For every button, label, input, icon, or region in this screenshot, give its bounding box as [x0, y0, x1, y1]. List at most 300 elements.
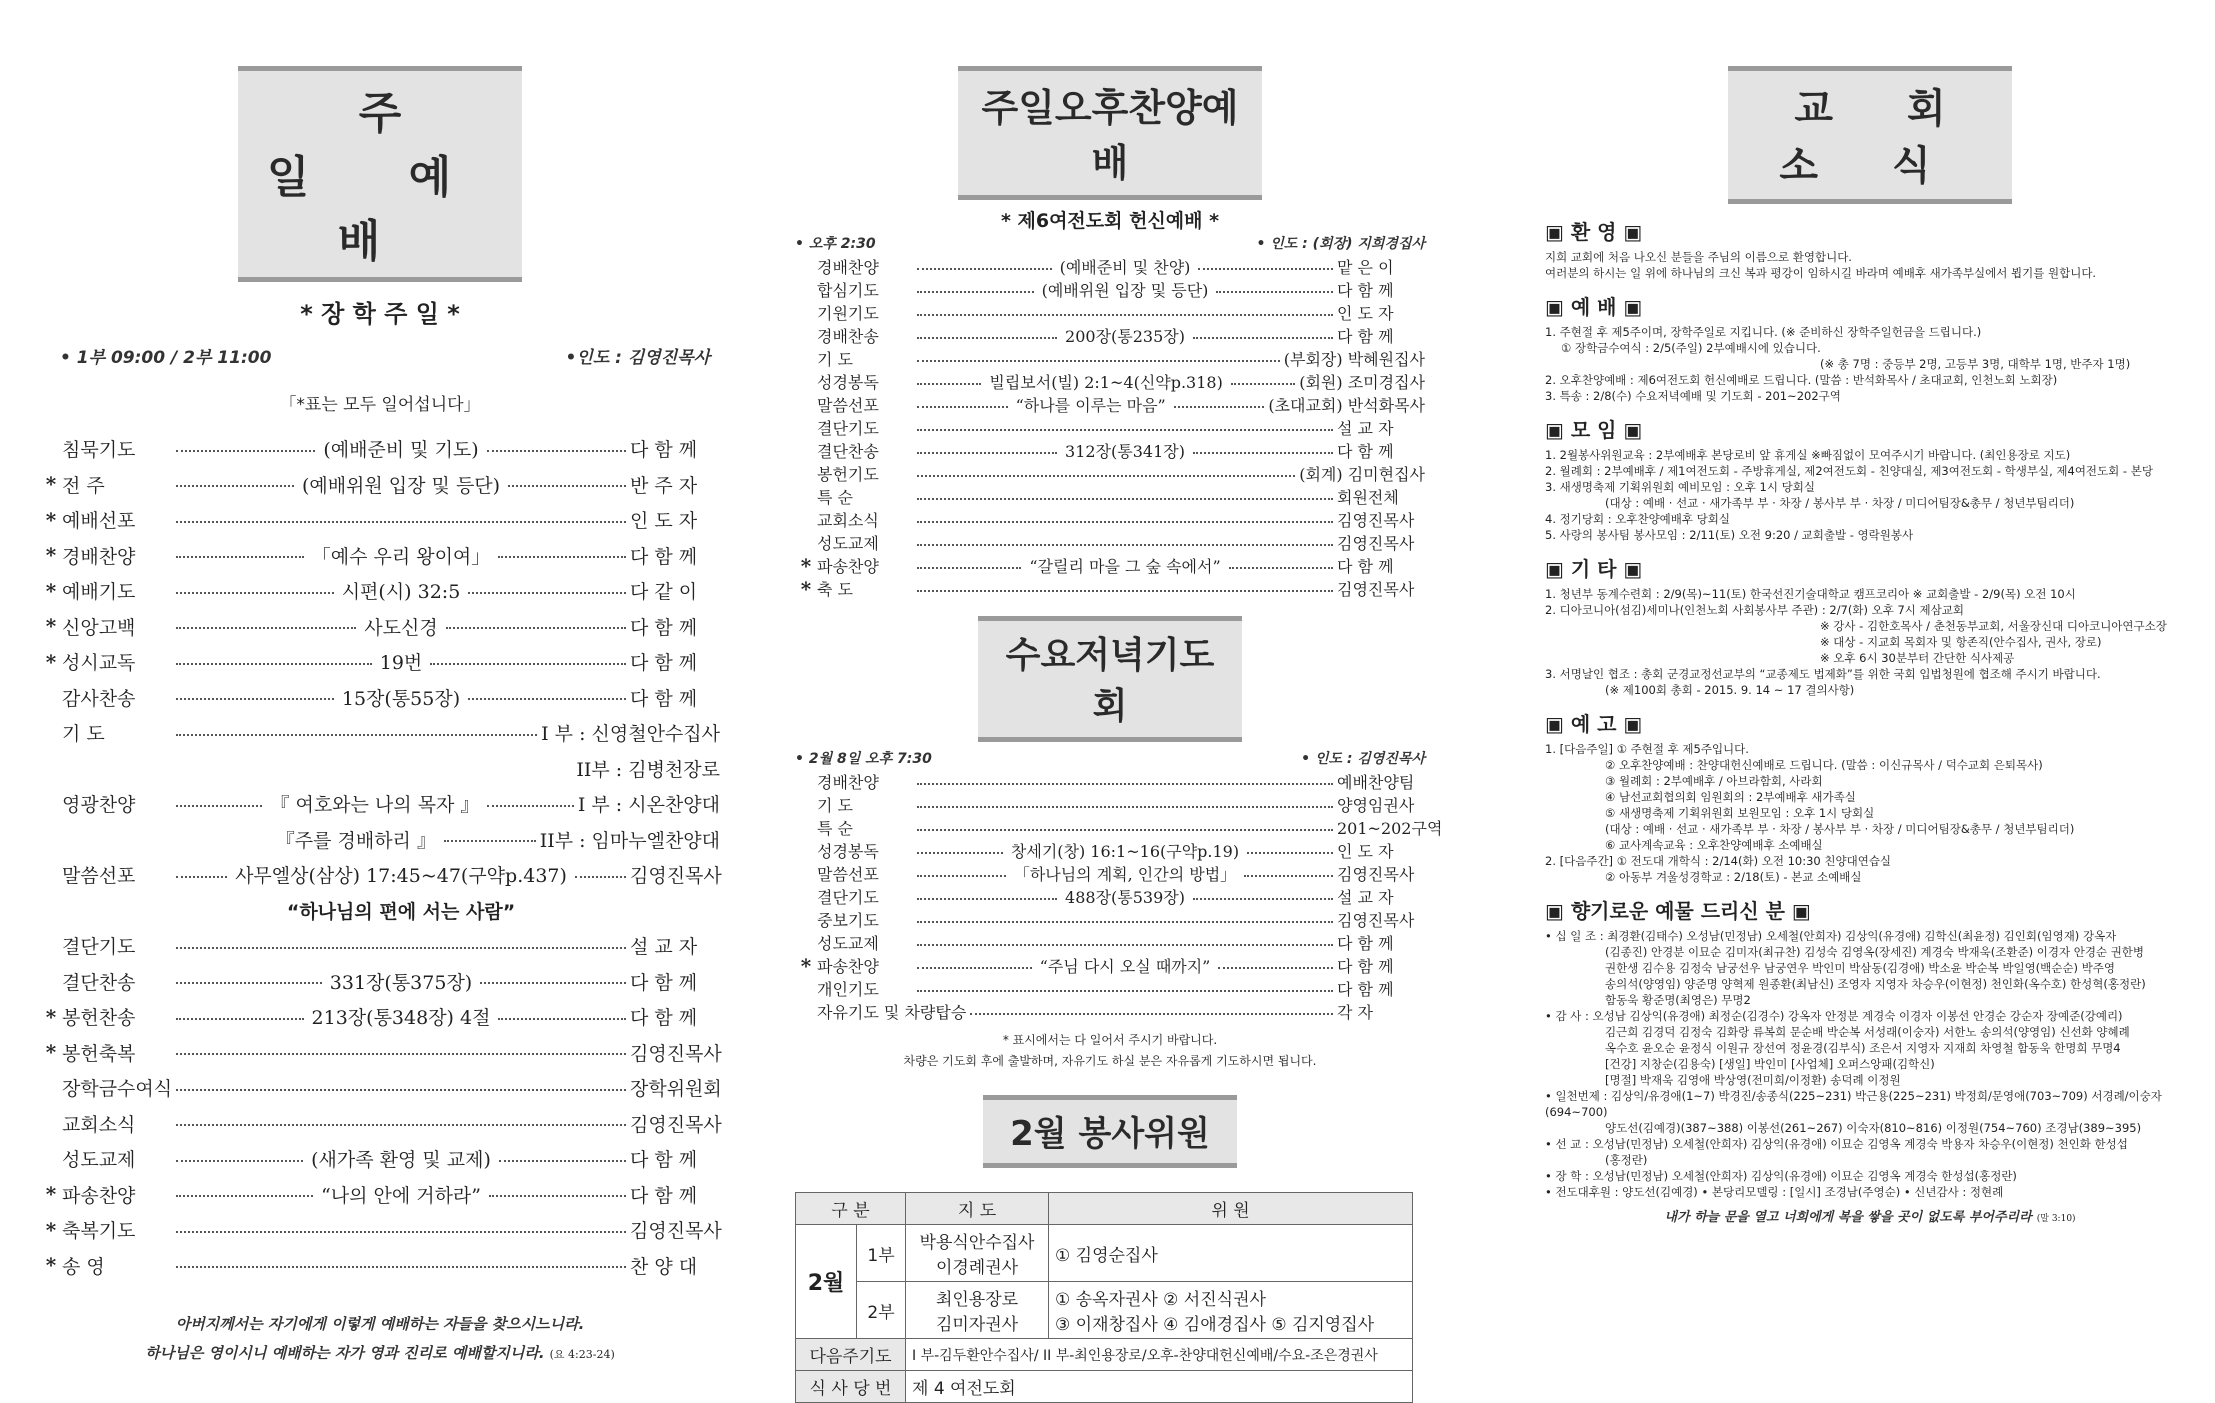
order-item-name: 개인기도 — [817, 980, 879, 999]
order-item-person: 다 함 께 — [630, 439, 698, 462]
leader-dots — [176, 1089, 626, 1091]
news-line: 2. 오후찬양예배 : 제6여전도회 헌신예배로 드립니다. (말씀 : 반석화목사 / 초대교회, 인천노회 노회장) — [1545, 373, 2058, 387]
next-week-prayer-value: I 부-김두환안수집사/ II 부-최인용장로/오후-찬양대헌신예배/수요-조은경권사 — [906, 1339, 1413, 1371]
order-row — [40, 1106, 720, 1142]
order-row — [40, 751, 720, 787]
order-item-person: (초대교회) 반석화목사 — [1268, 396, 1425, 415]
leader-dots — [1218, 967, 1333, 969]
order-item-person: 장학위원회 — [630, 1078, 722, 1101]
order-item-person: 김영진목사 — [630, 1220, 722, 1243]
order-item-person: I 부 : 시온찬양대 — [577, 794, 720, 817]
news-section-heading: ▣ 향기로운 예물 드리신 분 ▣ — [1545, 899, 1811, 923]
table-header-division: 구 분 — [796, 1193, 906, 1225]
table-row — [796, 1282, 1413, 1339]
closing-verse-reference: (말 3:10) — [2036, 1214, 2076, 1224]
order-row — [795, 393, 1425, 416]
order-row — [795, 301, 1425, 324]
leader-dots — [1229, 567, 1333, 569]
order-item-name: 성경봉독 — [817, 842, 879, 861]
table-row — [796, 1339, 1413, 1371]
news-line: ⑥ 교사계속교육 : 오후찬양예배후 소예배실 — [1605, 838, 1823, 852]
leader-dots — [917, 944, 1333, 946]
order-item-name: 말씀선포 — [62, 865, 136, 888]
verse-block — [40, 1313, 720, 1363]
leader-dots — [917, 875, 1006, 877]
leader-dots — [970, 1013, 1333, 1015]
order-item-person: (부회장) 박혜원집사 — [1283, 350, 1425, 369]
news-line: 김근희 김경덕 김정숙 김화랑 류복희 문순배 박순복 서성래(이숭자) 서한노 송의석(양영임) 신선화 양혜례 — [1605, 1025, 2130, 1039]
standing-mark: * — [800, 553, 812, 578]
leader-dots — [917, 406, 1008, 408]
leader-dots — [444, 840, 536, 842]
news-line: [명절] 박재욱 김영애 박상영(전미희/이정환) 송덕례 이정원 — [1605, 1073, 1901, 1087]
news-line: • 전도대후원 : 양도선(김예경) • 본당리모델링 : [일시] 조경남(주영순) • 신년감사 : 정현례 — [1545, 1185, 2004, 1199]
leader-dots — [498, 1018, 626, 1020]
order-item-person: 김영진목사 — [630, 1113, 722, 1136]
news-line: 1. 청년부 동계수련회 : 2/9(목)~11(토) 한국선진기술대학교 캠프코리아 ※ 교회출발 - 2/9(목) 오전 10시 — [1545, 587, 2076, 601]
leader-dots — [176, 1160, 303, 1162]
news-line: 함동욱 황준명(최영은) 무명2 — [1605, 993, 1751, 1007]
order-row — [795, 416, 1425, 439]
leader-dots — [917, 806, 1333, 808]
order-row — [40, 467, 720, 503]
order-row — [40, 893, 720, 929]
order-item-name: 결단찬송 — [817, 442, 879, 461]
order-item-name: 축 도 — [817, 580, 853, 599]
leader-dots — [176, 1053, 626, 1055]
order-item-person: 인 도 자 — [630, 510, 698, 533]
leader-dots — [508, 485, 626, 487]
leader-dots — [176, 627, 356, 629]
order-item-detail: “나의 안에 거하라” — [321, 1184, 481, 1207]
order-item-detail: “하나님의 편에 서는 사람” — [286, 900, 516, 923]
order-item-name: 기 도 — [62, 723, 105, 746]
order-item-name: 성도교제 — [817, 934, 879, 953]
order-item-name: 특 순 — [817, 819, 853, 838]
sunday-worship-title: 주 일 예 배 — [238, 66, 522, 282]
leader-dots — [480, 982, 626, 984]
order-item-name: 봉헌찬송 — [62, 1007, 136, 1030]
news-line: (대상 : 예배 · 선교 · 새가족부 부 · 차장 / 봉사부 부 · 차장 / 미디어팀장&총무 / 청년부팀리더) — [1605, 822, 2075, 836]
news-line: 5. 사랑의 봉사팀 봉사모임 : 2/11(토) 오전 9:20 / 교회출발 - 영락원봉사 — [1545, 528, 1914, 542]
news-line: 옥수호 윤오순 윤정식 이원규 장선여 정윤경(김부식) 조은서 지영자 지재희 차영철 함동욱 한명희 무명4 — [1605, 1041, 2121, 1055]
news-line: (홍정란) — [1605, 1153, 1648, 1167]
order-row — [40, 715, 720, 751]
order-row — [795, 816, 1443, 839]
news-line: ① 장학금수여식 : 2/5(주일) 2부예배시에 있습니다. — [1561, 341, 1821, 355]
leader-dots — [917, 567, 1021, 569]
leader-dots — [917, 452, 1057, 454]
order-item-person: 김영진목사 — [630, 865, 722, 888]
order-row — [795, 462, 1425, 485]
news-line: ③ 월례회 : 2부예배후 / 아브라함회, 사라회 — [1605, 774, 1823, 788]
order-row — [795, 577, 1425, 600]
order-item-detail: 창세기(창) 16:1~16(구약p.19) — [1010, 842, 1240, 861]
order-item-person: 다 함 께 — [1337, 957, 1394, 976]
news-line: 4. 정기당회 : 오후찬양예배후 당회실 — [1545, 512, 1730, 526]
leader-dots — [176, 876, 227, 878]
leader-dots — [176, 982, 322, 984]
standing-mark: * — [45, 1040, 57, 1065]
leader-dots — [917, 829, 1333, 831]
leader-dots — [917, 521, 1333, 523]
order-item-person: II부 : 김병천장로 — [576, 758, 720, 781]
order-row — [795, 347, 1425, 370]
order-row — [795, 531, 1425, 554]
order-item-person: 다 함 께 — [630, 616, 698, 639]
service-times: • 1부 09:00 / 2부 11:00 — [60, 348, 272, 368]
leader-dots — [176, 698, 334, 700]
leader-dots — [1216, 291, 1333, 293]
leader-dots — [176, 592, 334, 594]
leader-dots — [917, 475, 1295, 477]
news-line: 1. [다음주일] ① 주현절 후 제5주입니다. — [1545, 742, 1749, 756]
order-item-name: 성도교제 — [817, 534, 879, 553]
order-item-person: 설 교 자 — [1337, 419, 1394, 438]
order-item-detail: (예배위원 입장 및 등단) — [1041, 281, 1209, 300]
order-item-detail: (새가족 환영 및 교제) — [311, 1149, 491, 1172]
news-line: ※ 오후 6시 30분부터 간단한 식사제공 — [1820, 651, 2015, 665]
order-row — [795, 977, 1425, 1000]
order-item-name: 신앙고백 — [62, 616, 136, 639]
afternoon-worship-title: 주일오후찬양예배 — [958, 66, 1262, 200]
order-row — [795, 370, 1425, 393]
order-row — [795, 862, 1425, 885]
order-item-name: 결단찬송 — [62, 971, 136, 994]
order-item-name: 교회소식 — [817, 511, 879, 530]
news-line: 3. 서명날인 협조 : 총회 군경교정선교부의 “교종제도 법제화”를 위한 국회 입법청원에 협조해 주시기 바랍니다. — [1545, 667, 2101, 681]
afternoon-column — [795, 0, 1443, 1399]
order-row — [795, 770, 1425, 793]
leader-dots — [917, 590, 1333, 592]
order-item-detail: 331장(통375장) — [329, 971, 473, 994]
february-servants-title: 2월 봉사위원 — [983, 1095, 1237, 1168]
news-line: ※ 대상 - 지교회 목회자 및 항존직(안수집사, 권사, 장로) — [1820, 635, 2102, 649]
table-header-members: 위 원 — [1049, 1193, 1413, 1225]
order-item-name: 침묵기도 — [62, 439, 136, 462]
order-item-detail: 200장(통235장) — [1065, 327, 1185, 346]
order-item-name: 말씀선포 — [817, 865, 879, 884]
order-item-detail: 15장(통55장) — [341, 687, 461, 710]
order-item-name: 합심기도 — [817, 281, 879, 300]
meal-duty-value: 제 4 여전도회 — [906, 1371, 1413, 1403]
afternoon-leader: • 인도 : (회장) 지희경집사 — [1256, 236, 1425, 252]
order-row — [795, 908, 1425, 931]
news-line: 1. 2월봉사위원교육 : 2부예배후 본당로비 앞 휴게실 ※빠짐없이 모여주시기 바랍니다. (최인용장로 지도) — [1545, 448, 2071, 462]
leader-dots — [917, 429, 1333, 431]
leader-dots — [176, 1124, 626, 1126]
order-item-name: 성도교제 — [62, 1149, 136, 1172]
order-item-name: 결단기도 — [817, 888, 879, 907]
leader-dots — [499, 1160, 626, 1162]
service-committee-table — [795, 1192, 1413, 1403]
leader-dots — [468, 698, 626, 700]
order-item-person: 설 교 자 — [1337, 888, 1394, 907]
order-item-person: 설 교 자 — [630, 936, 698, 959]
standing-note-2: * 표시에서는 다 일어서 주시기 바랍니다. — [1002, 1033, 1218, 1047]
order-item-name: 결단기도 — [817, 419, 879, 438]
order-item-person: (회원) 조미경집사 — [1299, 373, 1425, 392]
order-item-name: 기원기도 — [817, 304, 879, 323]
order-item-name: 전 주 — [62, 474, 105, 497]
leader-dots — [575, 876, 626, 878]
order-item-name: 경배찬양 — [62, 545, 136, 568]
order-row — [795, 931, 1425, 954]
order-item-person: 다 같 이 — [630, 581, 698, 604]
order-row — [40, 964, 720, 1000]
order-item-name: 송 영 — [62, 1255, 105, 1278]
order-item-person: 다 함 께 — [630, 1184, 698, 1207]
news-line: • 십 일 조 : 최경환(김태수) 오성남(민정남) 오세철(안희자) 김상익(유경애) 김학신(최윤정) 김인회(임영재) 강옥자 — [1545, 929, 2117, 943]
order-item-person: 다 함 께 — [630, 971, 698, 994]
leader-dots — [917, 783, 1333, 785]
order-item-person: I 부 : 신영철안수집사 — [541, 723, 720, 746]
order-item-person: 김영진목사 — [1337, 511, 1415, 530]
order-item-person: 다 함 께 — [1337, 934, 1394, 953]
table-row — [796, 1371, 1413, 1403]
leader-dots — [176, 805, 262, 807]
news-line: 2. 디아코니아(섬김)세미나(인천노회 사회봉사부 주관) : 2/7(화) 오후 7시 제삼교회 — [1545, 603, 1964, 617]
news-line: ④ 남선교회협의회 임원회의 : 2부예배후 새가족실 — [1605, 790, 1856, 804]
order-item-name: 성시교독 — [62, 652, 136, 675]
order-row — [40, 1141, 720, 1177]
order-item-person: 다 함 께 — [1337, 980, 1394, 999]
leader-dots — [1198, 268, 1333, 270]
order-item-person: 201~202구역 — [1337, 819, 1443, 838]
order-row — [40, 431, 720, 467]
order-item-person: 각 자 — [1337, 1003, 1373, 1022]
order-row — [40, 1035, 720, 1071]
news-line: 권한생 김수용 김정숙 남궁선우 남궁연우 박인미 박삼동(김경애) 박소윤 박순복 박일영(백순순) 박주영 — [1605, 961, 2115, 975]
wednesday-prayer-title: 수요저녁기도회 — [978, 616, 1242, 742]
leader-dots — [489, 1195, 626, 1197]
news-line: 3. 새생명축제 기획위원회 예비모임 : 오후 1시 당회실 — [1545, 480, 1815, 494]
leader-dots — [1244, 875, 1333, 877]
womens-association-subtitle: * 제6여전도회 헌신예배 * — [1000, 210, 1220, 232]
order-item-detail: 빌립보서(빌) 2:1~4(신약p.318) — [989, 373, 1223, 392]
leader-dots — [917, 898, 1057, 900]
order-row — [40, 644, 720, 680]
order-row — [40, 999, 720, 1035]
scholarship-sunday-subtitle: * 장 학 주 일 * — [300, 300, 460, 328]
order-item-detail: 시편(시) 32:5 — [341, 581, 461, 604]
order-item-detail: “하나를 이루는 마음” — [1015, 396, 1166, 415]
order-item-detail: 「하나님의 계획, 인간의 방법」 — [1013, 865, 1237, 884]
table-row — [796, 1225, 1413, 1282]
news-line: [건강] 지창순(김용숙) [생일] 박인미 [사업체] 오퍼스앙패(김학신) — [1605, 1057, 1935, 1071]
month-cell: 2월 — [796, 1225, 857, 1339]
news-line: ② 오후찬양예배 : 찬양대헌신예배로 드립니다. (말씀 : 이신규목사 / 덕수교회 은퇴목사) — [1605, 758, 2043, 772]
order-row — [40, 609, 720, 645]
news-line: • 장 학 : 오성남(민정남) 오세철(안희자) 김상익(유경애) 이묘순 김영옥 계경숙 한성섭(홍정란) — [1545, 1169, 2017, 1183]
leader-dots — [176, 663, 372, 665]
order-row — [40, 822, 720, 858]
order-item-name: 축복기도 — [62, 1220, 136, 1243]
standing-mark: * — [45, 1182, 57, 1207]
leader-cell: 박용식안수집사 이경례권사 — [906, 1225, 1049, 1282]
order-item-name: 감사찬송 — [62, 687, 136, 710]
order-item-detail: 『 여호와는 나의 목자 』 — [270, 794, 480, 817]
leader-dots — [487, 805, 573, 807]
standing-mark: * — [45, 578, 57, 603]
verse-line-1: 아버지께서는 자기에게 이렇게 예배하는 자들을 찾으시느니라. — [175, 1315, 585, 1333]
order-item-person: 예배찬양팀 — [1337, 773, 1415, 792]
order-item-name: 기 도 — [817, 350, 853, 369]
order-item-person: 양영임권사 — [1337, 796, 1415, 815]
leader-dots — [446, 627, 626, 629]
members-cell: ① 김영순집사 — [1049, 1225, 1413, 1282]
members-cell: ① 송옥자권사 ② 서진식권사 ③ 이재창집사 ④ 김애경집사 ⑤ 김지영집사 — [1049, 1282, 1413, 1339]
sunday-worship-column — [40, 0, 722, 1362]
order-row — [40, 573, 720, 609]
news-section-heading: ▣ 기 타 ▣ — [1545, 557, 1643, 581]
order-item-name: 경배찬양 — [817, 773, 879, 792]
news-section-heading: ▣ 환 영 ▣ — [1545, 220, 1643, 244]
order-row — [795, 885, 1425, 908]
news-line: (대상 : 예배 · 선교 · 새가족부 부 · 차장 / 봉사부 부 · 차장 / 미디어팀장&총무 / 청년부팀리더) — [1605, 496, 2075, 510]
afternoon-order — [795, 255, 1425, 600]
leader-dots — [176, 947, 626, 949]
order-item-person: 김영진목사 — [1337, 911, 1415, 930]
order-item-name: 성경봉독 — [817, 373, 879, 392]
leader-dots — [917, 967, 1032, 969]
wednesday-leader: • 인도 : 김영진목사 — [1301, 751, 1425, 767]
order-item-detail: (예배준비 및 찬양) — [1059, 258, 1191, 277]
leader-dots — [1193, 452, 1333, 454]
order-item-name: 중보기도 — [817, 911, 879, 930]
church-news-column — [1545, 0, 2195, 1240]
leader-dots — [917, 360, 1280, 362]
order-item-detail: 312장(통341장) — [1065, 442, 1185, 461]
order-item-name: 경배찬양 — [817, 258, 879, 277]
leader-dots — [176, 556, 304, 558]
leader-dots — [176, 450, 315, 452]
order-item-detail: 사도신경 — [364, 616, 438, 639]
leader-dots — [430, 663, 626, 665]
order-item-person: 회원전체 — [1337, 488, 1399, 507]
news-line: ⑤ 새생명축제 기획위원회 보원모임 : 오후 1시 당회실 — [1605, 806, 1875, 820]
verse-line-2: 하나님은 영이시니 예배하는 자가 영과 진리로 예배할지니라. — [145, 1344, 545, 1362]
church-news-title: 교 회 소 식 — [1728, 66, 2012, 204]
order-row — [40, 1177, 720, 1213]
order-item-name: 자유기도 및 차량탑승 — [817, 1003, 967, 1022]
order-row — [795, 793, 1425, 816]
news-line: 3. 특송 : 2/8(수) 수요저녁예배 및 기도회 - 201~202구역 — [1545, 389, 1841, 403]
leader-dots — [917, 337, 1057, 339]
order-item-name: 기 도 — [817, 796, 853, 815]
closing-verse: 내가 하늘 문을 열고 너희에게 복을 쌓을 곳이 없도록 부어주리라 — [1664, 1210, 2032, 1225]
order-item-name: 예배선포 — [62, 510, 136, 533]
leader-dots — [1193, 337, 1333, 339]
order-item-person: 다 함 께 — [630, 1007, 698, 1030]
order-row — [795, 485, 1425, 508]
order-item-person: 다 함 께 — [630, 545, 698, 568]
standing-note: 「*표는 모두 일어섭니다」 — [279, 395, 481, 415]
church-news-sections — [1545, 216, 2195, 1200]
order-row — [40, 680, 720, 716]
order-item-person: 찬 양 대 — [630, 1255, 698, 1278]
order-item-person: 다 함 께 — [1337, 327, 1394, 346]
order-item-detail: 488장(통539장) — [1065, 888, 1185, 907]
news-line: 송의석(양영임) 양준명 양혁제 원종환(최남신) 조영자 지영자 차승우(이현정) 천인화(옥수호) 한성혁(홍정란) — [1605, 977, 2146, 991]
standing-mark: * — [45, 649, 57, 674]
order-item-name: 특 순 — [817, 488, 853, 507]
order-item-person: 김영진목사 — [630, 1042, 722, 1065]
order-item-name: 장학금수여식 — [62, 1078, 173, 1101]
standing-mark: * — [45, 1004, 57, 1029]
order-item-detail: 『주를 경배하리 』 — [275, 829, 436, 852]
order-item-person: 다 함 께 — [630, 687, 698, 710]
verse-reference: (요 4:23-24) — [549, 1348, 615, 1361]
leader-dots — [176, 1231, 626, 1233]
order-of-service — [40, 431, 720, 1283]
order-row — [40, 1070, 720, 1106]
leader-dots — [176, 734, 537, 736]
leader-dots — [1231, 383, 1295, 385]
news-line: (김종진) 안경분 이묘순 김미자(최규찬) 김성숙 김영옥(장세진) 계경숙 박재욱(조환준) 이경자 안경순 권한병 — [1605, 945, 2145, 959]
wednesday-time: • 2월 8일 오후 7:30 — [795, 751, 932, 767]
leader-dots — [176, 1195, 313, 1197]
leader-dots — [917, 314, 1333, 316]
news-line: ② 아동부 겨울성경학교 : 2/18(토) - 본교 소예배실 — [1605, 870, 1862, 884]
order-item-name: 영광찬양 — [62, 794, 136, 817]
order-row — [795, 255, 1425, 278]
order-item-person: 다 함 께 — [630, 1149, 698, 1172]
order-item-name: 교회소식 — [62, 1113, 136, 1136]
news-line: 여러분의 하시는 일 위에 하나님의 크신 복과 평강이 임하시길 바라며 예배후 새가족부실에서 뵙기를 원합니다. — [1545, 266, 2097, 280]
order-row — [795, 954, 1425, 977]
order-row — [40, 786, 720, 822]
order-item-detail: (예배준비 및 기도) — [323, 439, 479, 462]
part-cell: 2부 — [857, 1282, 906, 1339]
order-row — [40, 857, 720, 893]
wednesday-order — [795, 770, 1443, 1023]
part-cell: 1부 — [857, 1225, 906, 1282]
meal-duty-label: 식 사 당 번 — [796, 1371, 906, 1403]
news-line: ※ 강사 - 김한호목사 / 춘천동부교회, 서울장신대 디아코니아연구소장 — [1820, 619, 2167, 633]
standing-mark: * — [45, 507, 57, 532]
standing-mark: * — [45, 1253, 57, 1278]
news-line: • 선 교 : 오성남(민정남) 오세철(안희자) 김상익(유경애) 이묘순 김영옥 계경숙 박용자 차승우(이현정) 천인화 한성섭 — [1545, 1137, 2128, 1151]
order-item-detail: 사무엘상(삼상) 17:45~47(구약p.437) — [235, 865, 567, 888]
leader-dots — [487, 450, 626, 452]
order-item-name: 파송찬양 — [817, 557, 879, 576]
order-row — [40, 538, 720, 574]
order-row — [795, 439, 1425, 462]
order-row — [795, 508, 1425, 531]
leader-dots — [468, 592, 626, 594]
order-row — [795, 1000, 1425, 1023]
order-row — [795, 554, 1425, 577]
vehicle-note: 차량은 기도회 후에 출발하며, 자유기도 하실 분은 자유롭게 기도하시면 됩니다. — [903, 1054, 1317, 1068]
leader-dots — [917, 291, 1034, 293]
leader-dots — [1193, 898, 1333, 900]
leader-dots — [1174, 406, 1265, 408]
order-item-person: 인 도 자 — [1337, 842, 1394, 861]
order-item-detail: 「예수 우리 왕이여」 — [311, 545, 491, 568]
standing-mark: * — [800, 576, 812, 601]
standing-mark: * — [45, 543, 57, 568]
order-row — [795, 839, 1425, 862]
news-line: 지희 교회에 처음 나오신 분들을 주님의 이름으로 환영합니다. — [1545, 250, 1852, 264]
worship-leader: •인도 : 김영진목사 — [565, 348, 710, 368]
order-item-person: 김영진목사 — [1337, 534, 1415, 553]
order-item-person: 다 함 께 — [1337, 557, 1394, 576]
news-section-heading: ▣ 예 고 ▣ — [1545, 712, 1643, 736]
leader-dots — [176, 485, 294, 487]
order-item-person: 반 주 자 — [630, 474, 698, 497]
standing-mark: * — [45, 472, 57, 497]
